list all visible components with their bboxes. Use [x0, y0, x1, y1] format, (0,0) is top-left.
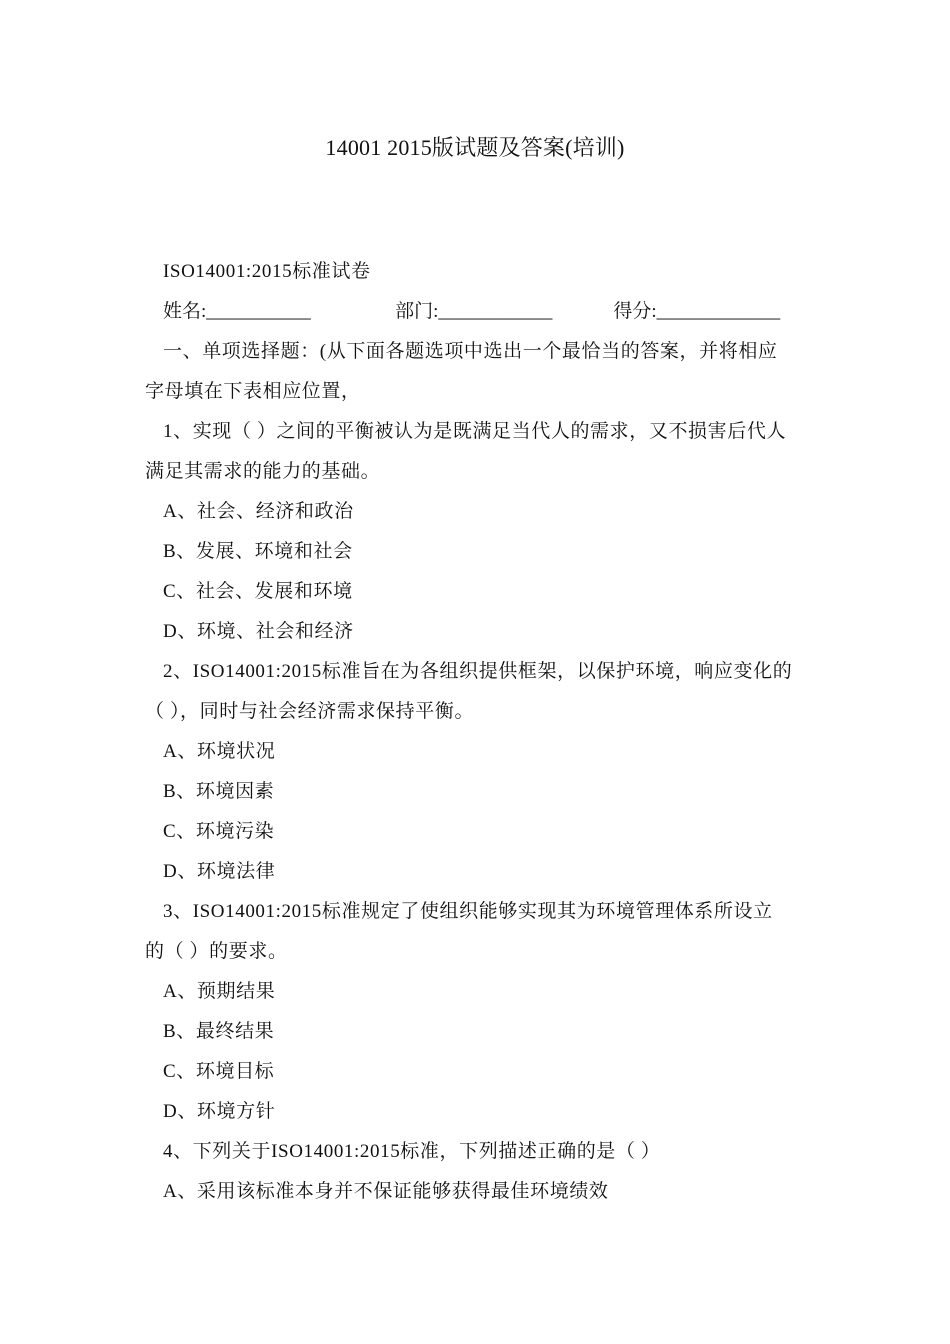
section-heading-line1: 一、单项选择题：(从下面各题选项中选出一个最恰当的答案，并将相应 [163, 341, 778, 362]
question-1-option-b: B、发展、环境和社会 [163, 541, 353, 562]
question-3-line2: 的（ ）的要求。 [145, 941, 288, 962]
section-heading-line2: 字母填在下表相应位置， [145, 381, 361, 402]
document-body [145, 252, 810, 1212]
question-2-option-b: B、环境因素 [163, 781, 275, 802]
info-row [145, 292, 810, 332]
question-1-line2: 满足其需求的能力的基础。 [145, 461, 381, 482]
question-3-option-b: B、最终结果 [163, 1021, 275, 1042]
question-2-option-d: D、环境法律 [163, 861, 276, 882]
question-2-line1: 2、ISO14001:2015标准旨在为各组织提供框架，以保护环境，响应变化的 [163, 661, 793, 682]
question-2-option-c: C、环境污染 [163, 821, 275, 842]
score-field: 得分:_____________ [613, 301, 781, 322]
question-1-option-d: D、环境、社会和经济 [163, 621, 354, 642]
department-field: 部门:____________ [395, 301, 553, 322]
document-title: 14001 2015版试题及答案(培训) [325, 135, 625, 160]
name-field: 姓名:___________ [163, 301, 311, 322]
question-3-option-c: C、环境目标 [163, 1061, 275, 1082]
question-1-option-c: C、社会、发展和环境 [163, 581, 353, 602]
question-1-option-a: A、社会、经济和政治 [163, 501, 354, 522]
question-3-option-a: A、预期结果 [163, 981, 276, 1002]
exam-subtitle: ISO14001:2015标准试卷 [163, 261, 371, 282]
question-3-line1: 3、ISO14001:2015标准规定了使组织能够实现其为环境管理体系所设立 [163, 901, 773, 922]
question-2-line2: （ ），同时与社会经济需求保持平衡。 [145, 701, 475, 722]
question-2-option-a: A、环境状况 [163, 741, 276, 762]
question-1-line1: 1、实现（ ）之间的平衡被认为是既满足当代人的需求，又不损害后代人 [163, 421, 787, 442]
question-4-option-a: A、采用该标准本身并不保证能够获得最佳环境绩效 [163, 1181, 609, 1202]
question-3-option-d: D、环境方针 [163, 1101, 276, 1122]
question-4-line1: 4、下列关于ISO14001:2015标准，下列描述正确的是（ ） [163, 1141, 661, 1162]
